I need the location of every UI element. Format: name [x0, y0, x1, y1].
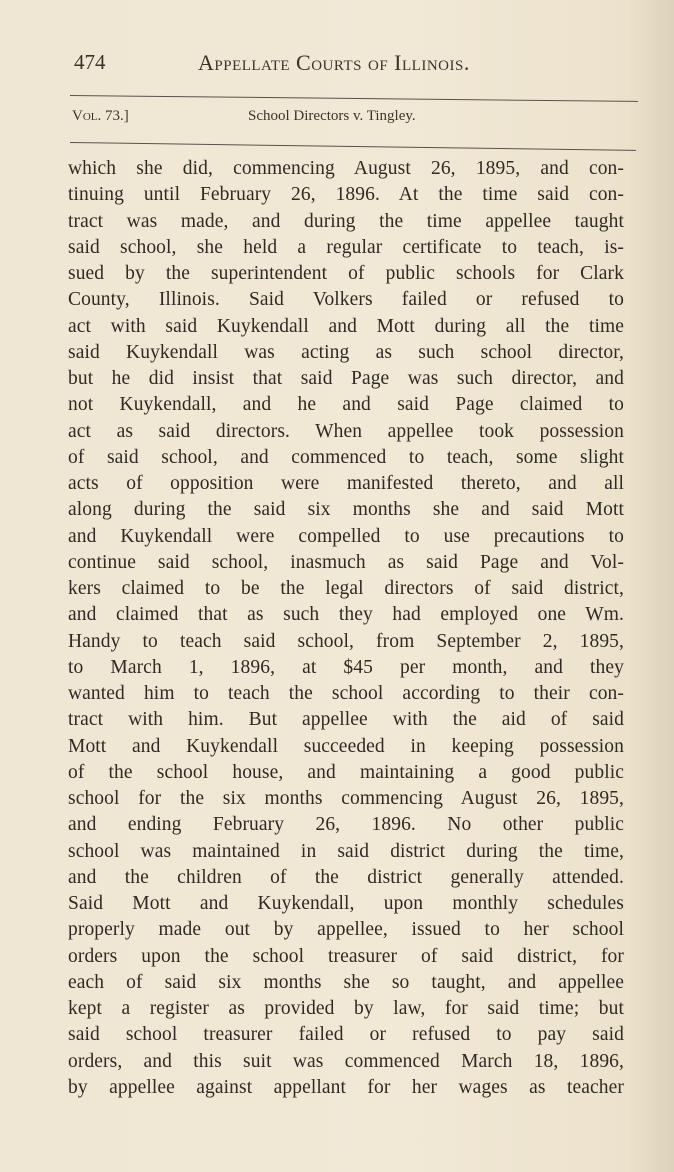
text-line-content: sued by the superintendent of public schools for Clark [68, 263, 624, 284]
text-line-content: orders upon the school treasurer of said district, for [68, 945, 624, 967]
text-line [68, 392, 626, 418]
text-line [68, 655, 626, 681]
text-line-content: said school, she held a regular certificate to teach, is- [68, 236, 624, 258]
text-line [68, 1022, 626, 1048]
text-line [68, 261, 626, 287]
text-line-content: Handy to teach said school, from September 2, 1895, [68, 630, 624, 652]
text-line [68, 576, 626, 602]
text-line-content: said Kuykendall was acting as such school director, [68, 341, 624, 363]
text-line [68, 314, 626, 340]
text-line [68, 917, 626, 943]
text-line-content: said school treasurer failed or refused to pay said [68, 1024, 624, 1046]
page-number: 474 [74, 50, 106, 74]
text-line [68, 681, 626, 707]
text-line [68, 602, 626, 628]
text-line-content: along during the said six months she and said Mott [68, 499, 624, 521]
text-line [68, 287, 626, 313]
text-line-content: continue said school, inasmuch as said Page and Vol- [68, 551, 624, 573]
text-line-content: Said Mott and Kuykendall, upon monthly schedules [68, 893, 624, 914]
text-line [68, 182, 626, 208]
text-line [68, 629, 626, 655]
text-line [68, 550, 626, 576]
text-line-content: tract was made, and during the time appellee taught [68, 210, 624, 232]
text-line [68, 760, 626, 786]
text-line-content: but he did insist that said Page was such director, and [68, 368, 624, 389]
text-line-content: not Kuykendall, and he and said Page claimed to [68, 394, 624, 416]
text-line [68, 812, 626, 838]
text-line [68, 734, 626, 760]
volume-label: Vol. 73.] [72, 108, 129, 124]
text-line-content: and ending February 26, 1896. No other public [68, 814, 624, 836]
text-line [68, 970, 626, 996]
text-line [68, 524, 626, 550]
text-line-content: and claimed that as such they had employed one Wm. [68, 604, 624, 626]
text-line-content: kept a register as provided by law, for said time; but [68, 998, 624, 1019]
header-rule-bottom [70, 142, 636, 151]
text-line [68, 209, 626, 235]
text-line-content: kers claimed to be the legal directors of said district, [68, 578, 624, 599]
text-line [68, 839, 626, 865]
text-line [68, 445, 626, 471]
text-line [68, 366, 626, 392]
text-line-content: properly made out by appellee, issued to her school [68, 919, 624, 941]
text-line-content: and Kuykendall were compelled to use precautions to [68, 525, 624, 547]
text-line [68, 471, 626, 497]
text-line [68, 340, 626, 366]
text-line-content: wanted him to teach the school according to their con- [68, 683, 624, 704]
text-line [68, 786, 626, 812]
text-line-content: of the school house, and maintaining a good public [68, 761, 624, 783]
text-line-content: act with said Kuykendall and Mott during all the time [68, 315, 624, 337]
text-line-content: school was maintained in said district during the time, [68, 840, 624, 862]
text-line-content: orders, and this suit was commenced March 18, 1896, [68, 1050, 624, 1072]
case-name: School Directors v. Tingley. [248, 108, 416, 124]
text-line [68, 1075, 626, 1101]
text-line-content: by appellee against appellant for her wages as teacher [68, 1076, 624, 1098]
text-line-content: and the children of the district generally attended. [68, 866, 624, 888]
text-line [68, 419, 626, 445]
text-line [68, 235, 626, 261]
text-line-content: act as said directors. When appellee took possession [68, 420, 624, 442]
text-line [68, 865, 626, 891]
text-line-content: County, Illinois. Said Volkers failed or refused to [68, 289, 624, 311]
text-line-content: tract with him. But appellee with the aid of said [68, 709, 624, 731]
text-line [68, 707, 626, 733]
text-line-content: each of said six months she so taught, and appellee [68, 971, 624, 993]
header-rule-top [70, 95, 638, 102]
text-line-content: which she did, commencing August 26, 1895, and con- [68, 158, 624, 179]
text-line-content: to March 1, 1896, at $45 per month, and they [68, 656, 624, 678]
text-line [68, 1049, 626, 1075]
text-line [68, 497, 626, 523]
text-line [68, 891, 626, 917]
text-line-content: tinuing until February 26, 1896. At the time said con- [68, 184, 624, 206]
running-title: Appellate Courts of Illinois. [198, 50, 470, 75]
text-line-content: of said school, and commenced to teach, some slight [68, 446, 624, 468]
text-line [68, 996, 626, 1022]
text-line [68, 156, 626, 182]
body-text [68, 156, 626, 1101]
text-line-content: acts of opposition were manifested thereto, and all [68, 473, 624, 494]
text-line-content: Mott and Kuykendall succeeded in keeping possession [68, 735, 624, 757]
text-line [68, 944, 626, 970]
text-line-content: school for the six months commencing August 26, 1895, [68, 788, 624, 809]
